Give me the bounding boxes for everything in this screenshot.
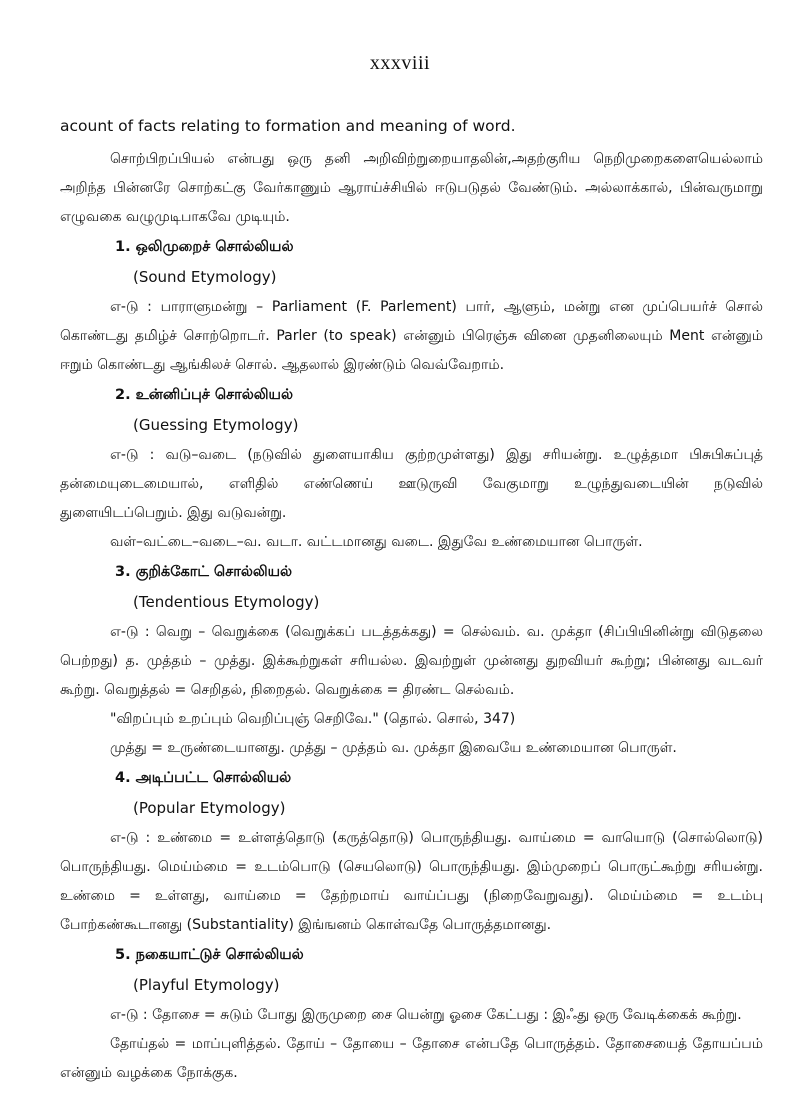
section-2-example: எ-டு : வடு–வடை (நடுவில் துளையாகிய குற்றமுள்ளது) இது சரியன்று. உழுத்தமா பிசுபிசுப்புத் தன்மையுடைமையால், எளிதில் எண்ணெய் ஊடுருவி வேகுமாறு உழுந்துவடையின் நடுவில் துளையிடப்பெறும். இது வடுவன்று. [60,447,763,521]
section-5-note: தோய்தல் = மாப்புளித்தல். தோய் – தோயை – தோசை என்பதே பொருத்தம். தோசையைத் தோயப்பம் என்னும் வழக்கை நோக்குக. [60,1036,763,1081]
section-2-note: வள்–வட்டை–வடை–வ. வடா. வட்டமானது வடை. இதுவே உண்மையான பொருள். [110,534,643,550]
section-3-heading: 3. குறிக்கோட் சொல்லியல் [115,564,293,580]
lead-line: acount of facts relating to formation and meaning of word. [60,117,516,135]
section-5-english: (Playful Etymology) [133,976,280,994]
section-1-example: எ-டு : பாராளுமன்று – Parliament (F. Parlement) பார், ஆளும், மன்று என முப்பெயர்ச் சொல் கொண்டது தமிழ்ச் சொற்றொடர். Parler (to speak) என்னும் பிரெஞ்சு வினை முதனிலையும் Ment என்னும் ஈறும் கொண்டது ஆங்கிலச் சொல். ஆதலால் இரண்டும் வெவ்வேறாம். [60,299,763,373]
section-3-example: எ-டு : வெறு – வெறுக்கை (வெறுக்கப் படத்தக்கது) = செல்வம். வ. முக்தா (சிப்பியினின்று விடுதலை பெற்றது) த. முத்தம் – முத்து. இக்கூற்றுகள் சரியல்ல. இவற்றுள் முன்னது துறவியர் கூற்று; பின்னது வடவர் கூற்று. வெறுத்தல் = செறிதல், நிறைதல். வெறுக்கை = திரண்ட செல்வம். [60,624,763,698]
section-3-quote: "விறப்பும் உறப்பும் வெறிப்புஞ் செறிவே." (தொல். சொல், 347) [110,711,516,727]
intro-paragraph: சொற்பிறப்பியல் என்பது ஒரு தனி அறிவிற்றுறையாதலின்,அதற்குரிய நெறிமுறைகளையெல்லாம் அறிந்த பின்னரே சொற்கட்கு வேர்காணும் ஆராய்ச்சியில் ஈடுபடுதல் வேண்டும். அல்லாக்கால், பின்வருமாறு எழுவகை வழுமுடிபாகவே முடியும். [60,151,763,225]
section-1-heading: 1. ஒலிமுறைச் சொல்லியல் [115,239,294,255]
section-3-english: (Tendentious Etymology) [133,593,320,611]
section-1-english: (Sound Etymology) [133,268,277,286]
section-4-heading: 4. அடிப்பட்ட சொல்லியல் [115,770,292,786]
page-body [60,112,763,1088]
page-number: xxxviii [369,52,431,74]
section-2-english: (Guessing Etymology) [133,416,299,434]
section-4-english: (Popular Etymology) [133,799,286,817]
section-3-note: முத்து = உருண்டையானது. முத்து – முத்தம் வ. முக்தா இவையே உண்மையான பொருள். [110,740,677,756]
section-5-heading: 5. நகையாட்டுச் சொல்லியல் [115,947,304,963]
section-5-example: எ-டு : தோசை = சுடும் போது இருமுறை சை யென்று ஓசை கேட்பது : இஃது ஒரு வேடிக்கைக் கூற்று. [110,1007,742,1023]
section-4-example: எ-டு : உண்மை = உள்ளத்தொடு (கருத்தொடு) பொருந்தியது. வாய்மை = வாயொடு (சொல்லொடு) பொருந்தியது. மெய்ம்மை = உடம்பொடு (செயலொடு) பொருந்தியது. இம்முறைப் பொருட்கூற்று சரியன்று. உண்மை = உள்ளது, வாய்மை = தேற்றமாய் வாய்ப்பது (நிறைவேறுவது). மெய்ம்மை = உடம்பு போற்கண்கூடானது (Substantiality) இங்ஙனம் கொள்வதே பொருத்தமானது. [60,830,764,933]
section-2-heading: 2. உன்னிப்புச் சொல்லியல் [115,387,294,403]
